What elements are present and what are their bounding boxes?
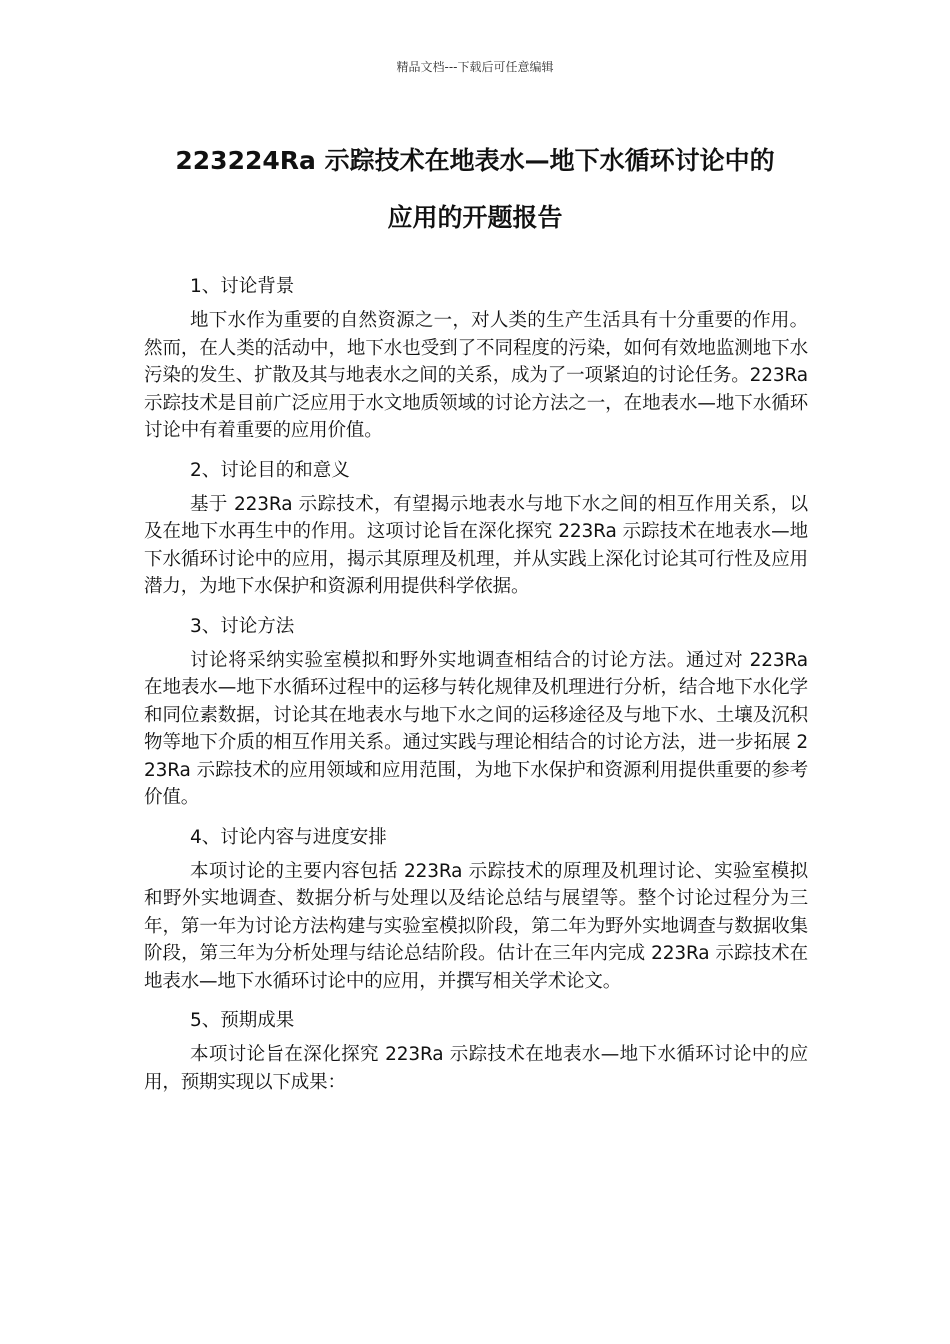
section-paragraph-schedule: 本项讨论的主要内容包括 223Ra 示踪技术的原理及机理讨论、实验室模拟和野外实地调查、数据分析与处理以及结论总结与展望等。整个讨论过程分为三年，第一年为讨论方法构建与实验室模拟阶段，第二年为野外实地调查与数据收集阶段，第三年为分析处理与结论总结阶段。估计在三年内完成 223Ra 示踪技术在地表水—地下水循环讨论中的应用，并撰写相关学术论文。 [144,860,808,992]
document-body [144,268,808,1103]
section-heading-purpose: 2、讨论目的和意义 [190,459,350,481]
section-paragraph-method: 讨论将采纳实验室模拟和野外实地调查相结合的讨论方法。通过对 223Ra 在地表水—地下水循环过程中的运移与转化规律及机理进行分析，结合地下水化学和同位素数据，讨论其在地表水与地下水之间的运移途径及与地下水、土壤及沉积物等地下介质的相互作用关系。通过实践与理论相结合的讨论方法，进一步拓展 223Ra 示踪技术的应用领域和应用范围，为地下水保护和资源利用提供重要的参考价值。 [144,649,808,808]
section-heading-schedule: 4、讨论内容与进度安排 [190,826,387,848]
page-header-note: 精品文档---下载后可任意编辑 [396,60,554,74]
document-title [120,132,830,246]
title-line-2: 应用的开题报告 [387,203,563,232]
section-paragraph-background: 地下水作为重要的自然资源之一，对人类的生产生活具有十分重要的作用。然而，在人类的活动中，地下水也受到了不同程度的污染，如何有效地监测地下水污染的发生、扩散及其与地表水之间的关系，成为了一项紧迫的讨论任务。223Ra 示踪技术是目前广泛应用于水文地质领域的讨论方法之一，在地表水—地下水循环讨论中有着重要的应用价值。 [144,310,808,441]
section-heading-background: 1、讨论背景 [190,276,295,297]
section-paragraph-expected-results: 本项讨论旨在深化探究 223Ra 示踪技术在地表水—地下水循环讨论中的应用，预期实现以下成果： [144,1044,808,1093]
section-paragraph-purpose: 基于 223Ra 示踪技术，有望揭示地表水与地下水之间的相互作用关系，以及在地下水再生中的作用。这项讨论旨在深化探究 223Ra 示踪技术在地表水—地下水循环讨论中的应用，揭示其原理及机理，并从实践上深化讨论其可行性及应用潜力，为地下水保护和资源利用提供科学依据。 [144,493,808,597]
section-heading-expected-results: 5、预期成果 [190,1010,295,1031]
title-line-1: 223224Ra 示踪技术在地表水—地下水循环讨论中的 [175,146,775,175]
section-heading-method: 3、讨论方法 [190,615,295,637]
